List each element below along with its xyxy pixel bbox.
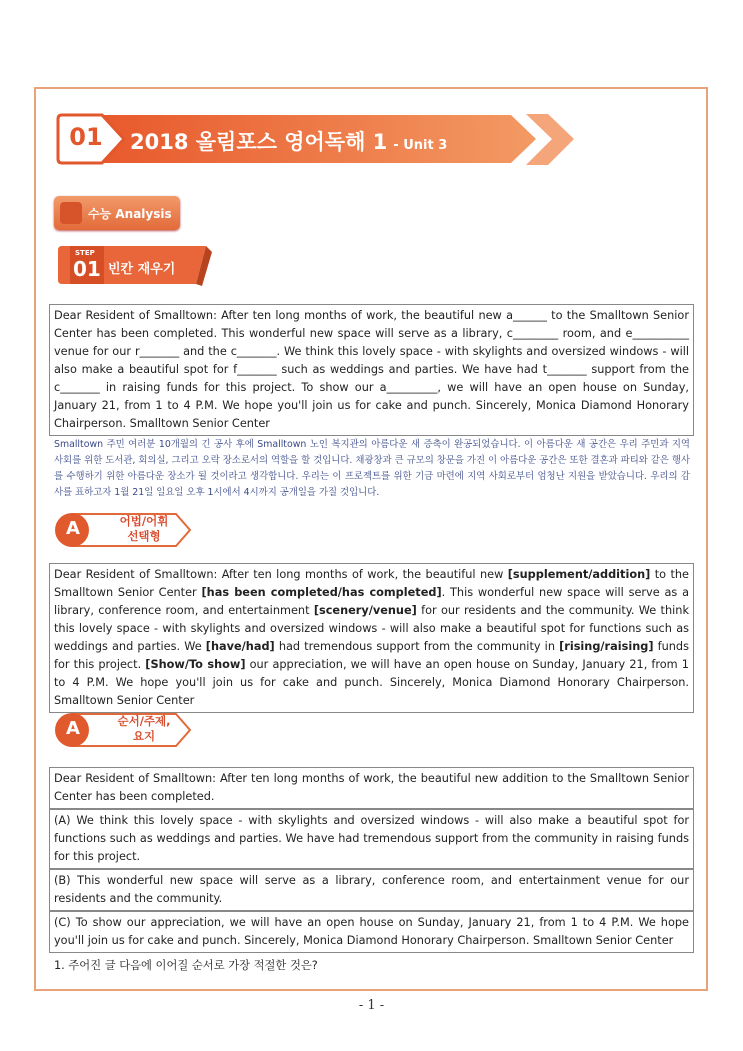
choice-bracket: [has been completed/has completed] [201,586,442,599]
unit-number: 01 [69,123,103,151]
passage-text: had tremendous support from the community in [274,640,560,653]
choice-bracket: [Show/To show] [145,658,246,671]
choice-bracket: [scenery/venue] [313,604,417,617]
badge-letter: A [66,718,80,739]
page-number: - 1 - [358,998,385,1013]
passage-text: funds for this project. [54,640,689,671]
order-option-b: (B) This wonderful new space will serve as a library, conference room, and entertainment venue for our residents and the community. [49,869,694,911]
passage-text: to the Smalltown Senior Center [54,568,689,599]
analysis-label [54,196,180,230]
fill-blank-passage: Dear Resident of Smalltown: After ten long months of work, the beautiful new a______ to the Smalltown Senior Center has been completed. This wonderful new space will serve as a library, c________ room, and e__________ venue for our r_______ and the c_______. We think this lovely space - with skylights and oversized windows - will also make a beautiful spot for f_______ such as weddings and parties. We have had t_______ support from the c_______ in raising funds for this project. To show our a_________, we will have an open house on Sunday, January 21, from 1 to 4 P.M. We hope you'll join us for cake and punch. Sincerely, Monica Diamond Honorary Chairperson. Smalltown Senior Center [49,304,694,436]
analysis-text: 수능 Analysis [88,207,172,221]
order-badge [52,711,192,749]
choice-bracket: [rising/raising] [559,640,654,653]
passage-text: for our residents and the community. We think this lovely space - with skylights and oversized windows - will also make a beautiful spot for functions such as weddings and parties. We [54,604,689,653]
page-title [130,126,447,156]
step-number: 01 [73,257,101,281]
badge-label [96,714,192,744]
title-banner [56,111,576,168]
order-option-c: (C) To show our appreciation, we will have an open house on Sunday, January 21, from 1 to 4 P.M. We hope you'll join us for cake and punch. Sincerely, Monica Diamond Honorary Chairperson. Smalltown Senior Center [49,911,694,953]
pill-square-icon [60,202,82,224]
korean-translation: Smalltown 주민 여러분 10개월의 긴 공사 후에 Smalltown 노인 복지관의 아름다운 새 증축이 완공되었습니다. 이 아름다운 새 공간은 우리 주민과 지역 사회를 위한 도서관, 회의실, 그리고 오락 장소로서의 역할을 할 것입니다. 채광창과 큰 규모의 창문을 가진 이 아름다운 공간은 또한 결혼과 파티와 같은 행사를 수행하기 위한 아름다운 장소가 될 것이라고 생각합니다. 우리는 이 프로젝트를 위한 기금 마련에 지역 사회로부터 엄청난 지원을 받았습니다. 우리의 감사를 표하고자 1월 21일 일요일 오후 1시에서 4시까지 공개일을 가질 것입니다. [54,439,690,498]
title-subtitle: - Unit 3 [393,138,448,153]
step-label [56,244,212,286]
choice-bracket: [supplement/addition] [507,568,651,581]
choice-bracket: [have/had] [205,640,275,653]
step-caption: STEP [75,249,95,257]
passage-text: our appreciation, we will have an open house on Sunday, January 21, from 1 to 4 P.M. We hope you'll join us for cake and punch. Sincerely, Monica Diamond Honorary Chairperson. Smalltown Senior Center [54,658,689,707]
badge-label-line2: 선택형 [127,529,161,543]
title-text: 2018 올림포스 영어독해 1 [130,130,388,154]
badge-letter: A [66,518,80,539]
badge-label-line1: 순서/주제, [117,714,171,728]
badge-label [96,514,192,544]
badge-label-line2: 요지 [132,729,156,743]
grammar-choice-passage [49,563,694,713]
question-text: 1. 주어진 글 다음에 이어질 순서로 가장 적절한 것은? [54,959,318,972]
order-intro: Dear Resident of Smalltown: After ten long months of work, the beautiful new addition to the Smalltown Senior Center has been completed. [49,767,694,809]
passage-text: Dear Resident of Smalltown: After ten long months of work, the beautiful new [54,568,508,581]
grammar-badge [52,511,192,549]
passage-text: . This wonderful new space will serve as a library, conference room, and entertainment [54,586,690,617]
order-option-a: (A) We think this lovely space - with skylights and oversized windows - will also make a beautiful spot for functions such as weddings and parties. We have had tremendous support from the community in raising funds for this project. [49,809,694,869]
step-title: 빈칸 재우기 [108,262,176,277]
badge-label-line1: 어법/어휘 [119,514,169,528]
